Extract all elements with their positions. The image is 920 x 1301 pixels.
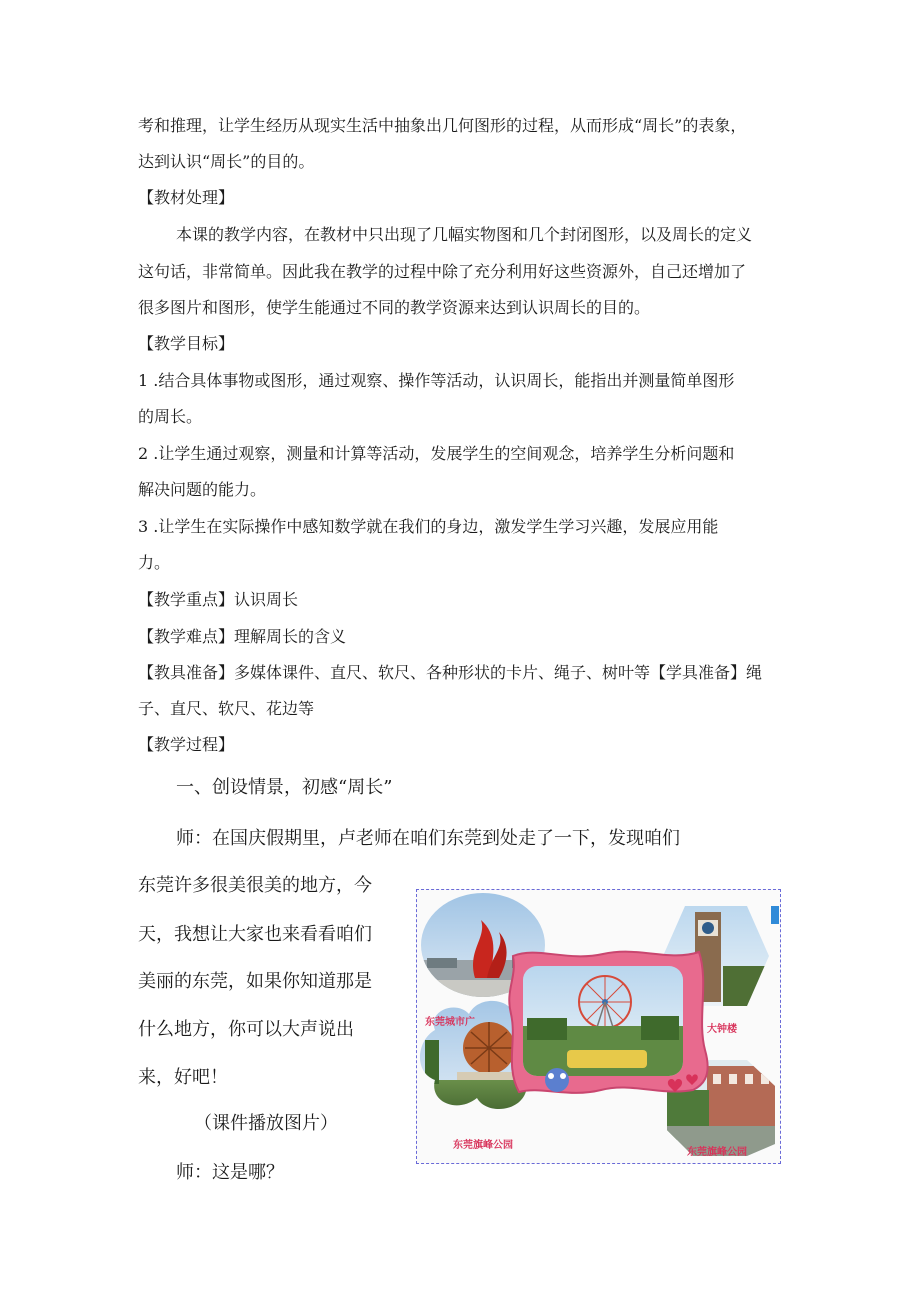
label-city-square: 东莞城市广 <box>425 1017 475 1028</box>
goal-1-line-1: 1 .结合具体事物或图形，通过观察、操作等活动，认识周长，能指出并测量简单图形 <box>138 371 735 390</box>
slide-corner-tab <box>771 906 779 924</box>
central-frame <box>509 952 707 1093</box>
heading-teaching-process: 【教学过程】 <box>138 735 235 754</box>
teaching-key-point: 【教学重点】认识周长 <box>138 590 299 609</box>
goal-1-line-2: 的周长。 <box>138 407 203 426</box>
question-where: 师：这是哪？ <box>176 1162 284 1183</box>
wrap-line-1: 东莞许多很美很美的地方，今 <box>138 875 372 896</box>
text-line-1: 考和推理，让学生经历从现实生活中抽象出几何图形的过程，从而形成“周长”的表象， <box>138 116 747 135</box>
label-park-right: 东莞旗峰公园 <box>687 1147 747 1158</box>
wrap-line-5: 来，好吧！ <box>138 1067 228 1088</box>
goal-3-line-2: 力。 <box>138 553 171 572</box>
teacher-para-1: 师：在国庆假期里，卢老师在咱们东莞到处走了一下，发现咱们 <box>176 828 680 849</box>
teaching-tools-line-1: 【教具准备】多媒体课件、直尺、软尺、各种形状的卡片、绳子、树叶等【学具准备】绳 <box>138 663 763 682</box>
label-clock-tower: 大钟楼 <box>707 1024 737 1035</box>
goal-3-line-1: 3 .让学生在实际操作中感知数学就在我们的身边，激发学生学习兴趣，发展应用能 <box>138 517 719 536</box>
teaching-difficulty: 【教学难点】理解周长的含义 <box>138 627 347 646</box>
text-line-6: 很多图片和图形，使学生能通过不同的教学资源来达到认识周长的目的。 <box>138 298 651 317</box>
label-park-left: 东莞旗峰公园 <box>453 1140 513 1151</box>
wrap-line-3: 美丽的东莞，如果你知道那是 <box>138 971 372 992</box>
text-line-4: 本课的教学内容，在教材中只出现了几幅实物图和几个封闭图形，以及周长的定义 <box>176 225 753 244</box>
goal-2-line-2: 解决问题的能力。 <box>138 480 267 499</box>
heading-teaching-goals: 【教学目标】 <box>138 334 235 353</box>
section-heading: 一、创设情景，初感“周长” <box>176 777 393 798</box>
goal-2-line-1: 2 .让学生通过观察，测量和计算等活动，发展学生的空间观念，培养学生分析问题和 <box>138 444 735 463</box>
wrap-line-4: 什么地方，你可以大声说出 <box>138 1019 354 1040</box>
text-line-5: 这句话，非常简单。因此我在教学的过程中除了充分利用好这些资源外，自己还增加了 <box>138 262 747 281</box>
text-line-2: 达到认识“周长”的目的。 <box>138 152 315 171</box>
heading-material-handling: 【教材处理】 <box>138 188 235 207</box>
courseware-note: （课件播放图片） <box>194 1113 338 1134</box>
courseware-slide-image <box>416 889 781 1164</box>
teaching-tools-line-2: 子、直尺、软尺、花边等 <box>138 699 315 718</box>
wrap-line-2: 天，我想让大家也来看看咱们 <box>138 924 372 945</box>
